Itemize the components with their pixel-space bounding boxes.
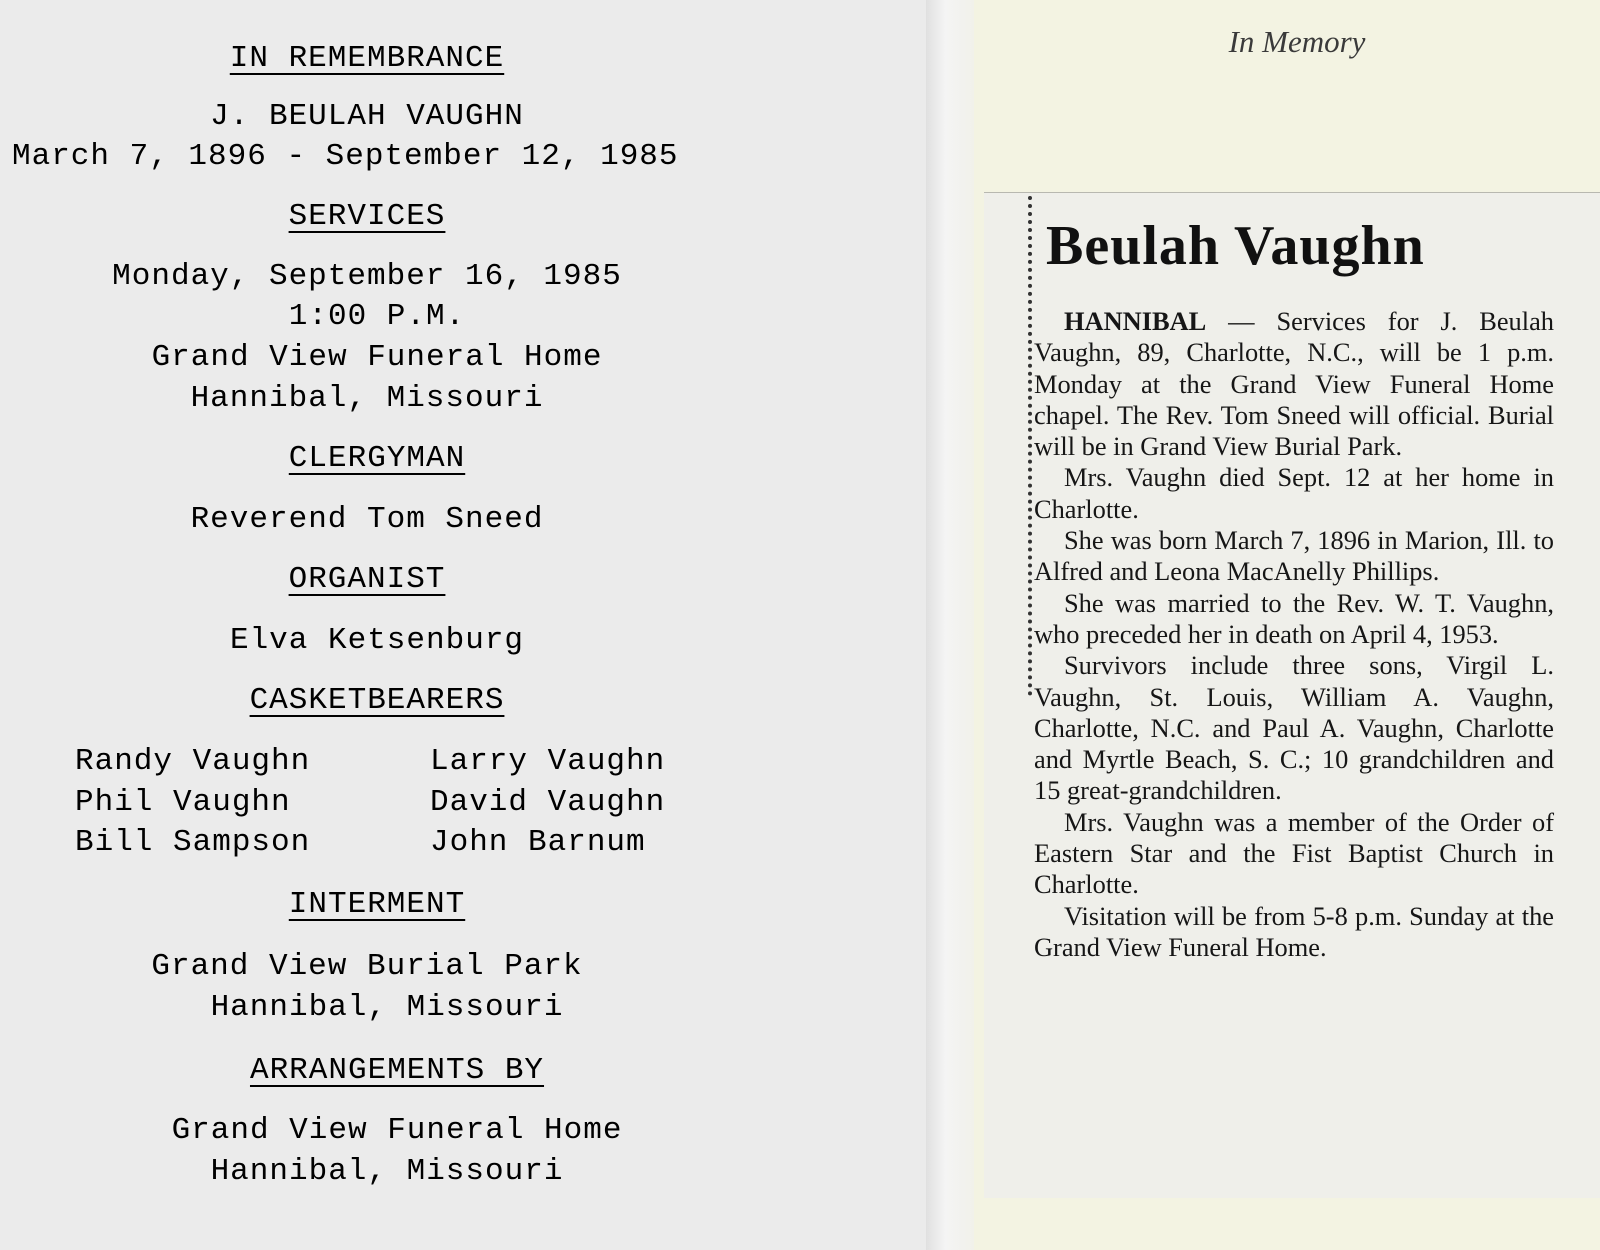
arrangements-place: Grand View Funeral Home: [171, 1113, 623, 1148]
life-dates: March 7, 1896 - September 12, 1985: [12, 139, 679, 174]
obituary-paragraph: She was born March 7, 1896 in Marion, Ill. to Alfred and Leona MacAnelly Phillips.: [1034, 525, 1554, 587]
interment-city: Hannibal, Missouri: [210, 990, 564, 1025]
obituary-body: [1034, 306, 1554, 963]
obituary-dateline: HANNIBAL: [1064, 306, 1207, 336]
obituary-paragraph: Survivors include three sons, Virgil L. Vaughn, St. Louis, William A. Vaughn, Charlotte, N.C. and Paul A. Vaughn, Charlotte and Myrtle Beach, S. C.; 10 grandchildren and 15 great-grandchildren.: [1034, 650, 1554, 806]
deceased-name: J. BEULAH VAUGHN: [210, 99, 524, 134]
casketbearer-name: Bill Sampson: [75, 825, 311, 860]
clergyman-name: Reverend Tom Sneed: [190, 502, 544, 537]
service-date: Monday, September 16, 1985: [112, 259, 622, 294]
obituary-paragraph: Mrs. Vaughn was a member of the Order of Eastern Star and the Fist Baptist Church in Charlotte.: [1034, 806, 1554, 900]
obituary-paragraph: [1034, 306, 1554, 462]
service-city: Hannibal, Missouri: [190, 381, 544, 416]
obituary-text: — Services for J. Beulah Vaughn, 89, Charlotte, N.C., will be 1 p.m. Monday at the Grand View Funeral Home chapel. The Rev. Tom Sneed will official. Burial will be in Grand View Burial Park.: [1034, 306, 1554, 462]
arrangements-heading: ARRANGEMENTS BY: [249, 1053, 545, 1088]
casketbearer-name: John Barnum: [430, 825, 646, 860]
services-heading: SERVICES: [288, 199, 446, 234]
remembrance-heading: IN REMEMBRANCE: [229, 41, 505, 76]
obituary-paragraph: She was married to the Rev. W. T. Vaughn, who preceded her in death on April 4, 1953.: [1034, 587, 1554, 649]
card-fold-gutter: [926, 0, 974, 1250]
obituary-paragraph: Visitation will be from 5-8 p.m. Sunday at the Grand View Funeral Home.: [1034, 900, 1554, 962]
interment-heading: INTERMENT: [288, 887, 466, 922]
service-place: Grand View Funeral Home: [151, 340, 603, 375]
casketbearer-name: Randy Vaughn: [75, 744, 311, 779]
obituary-headline: Beulah Vaughn: [1046, 215, 1425, 277]
service-time: 1:00 P.M.: [288, 299, 466, 334]
organist-name: Elva Ketsenburg: [229, 623, 525, 658]
casketbearer-name: Larry Vaughn: [430, 744, 666, 779]
interment-place: Grand View Burial Park: [151, 949, 583, 984]
in-memory-title: In Memory: [1228, 24, 1366, 59]
casketbearer-name: Phil Vaughn: [75, 785, 291, 820]
obituary-paragraph: Mrs. Vaughn died Sept. 12 at her home in Charlotte.: [1034, 462, 1554, 524]
arrangements-city: Hannibal, Missouri: [210, 1154, 564, 1189]
organist-heading: ORGANIST: [288, 562, 446, 597]
casketbearers-heading: CASKETBEARERS: [249, 683, 505, 718]
clergyman-heading: CLERGYMAN: [288, 441, 466, 476]
casketbearer-name: David Vaughn: [430, 785, 666, 820]
